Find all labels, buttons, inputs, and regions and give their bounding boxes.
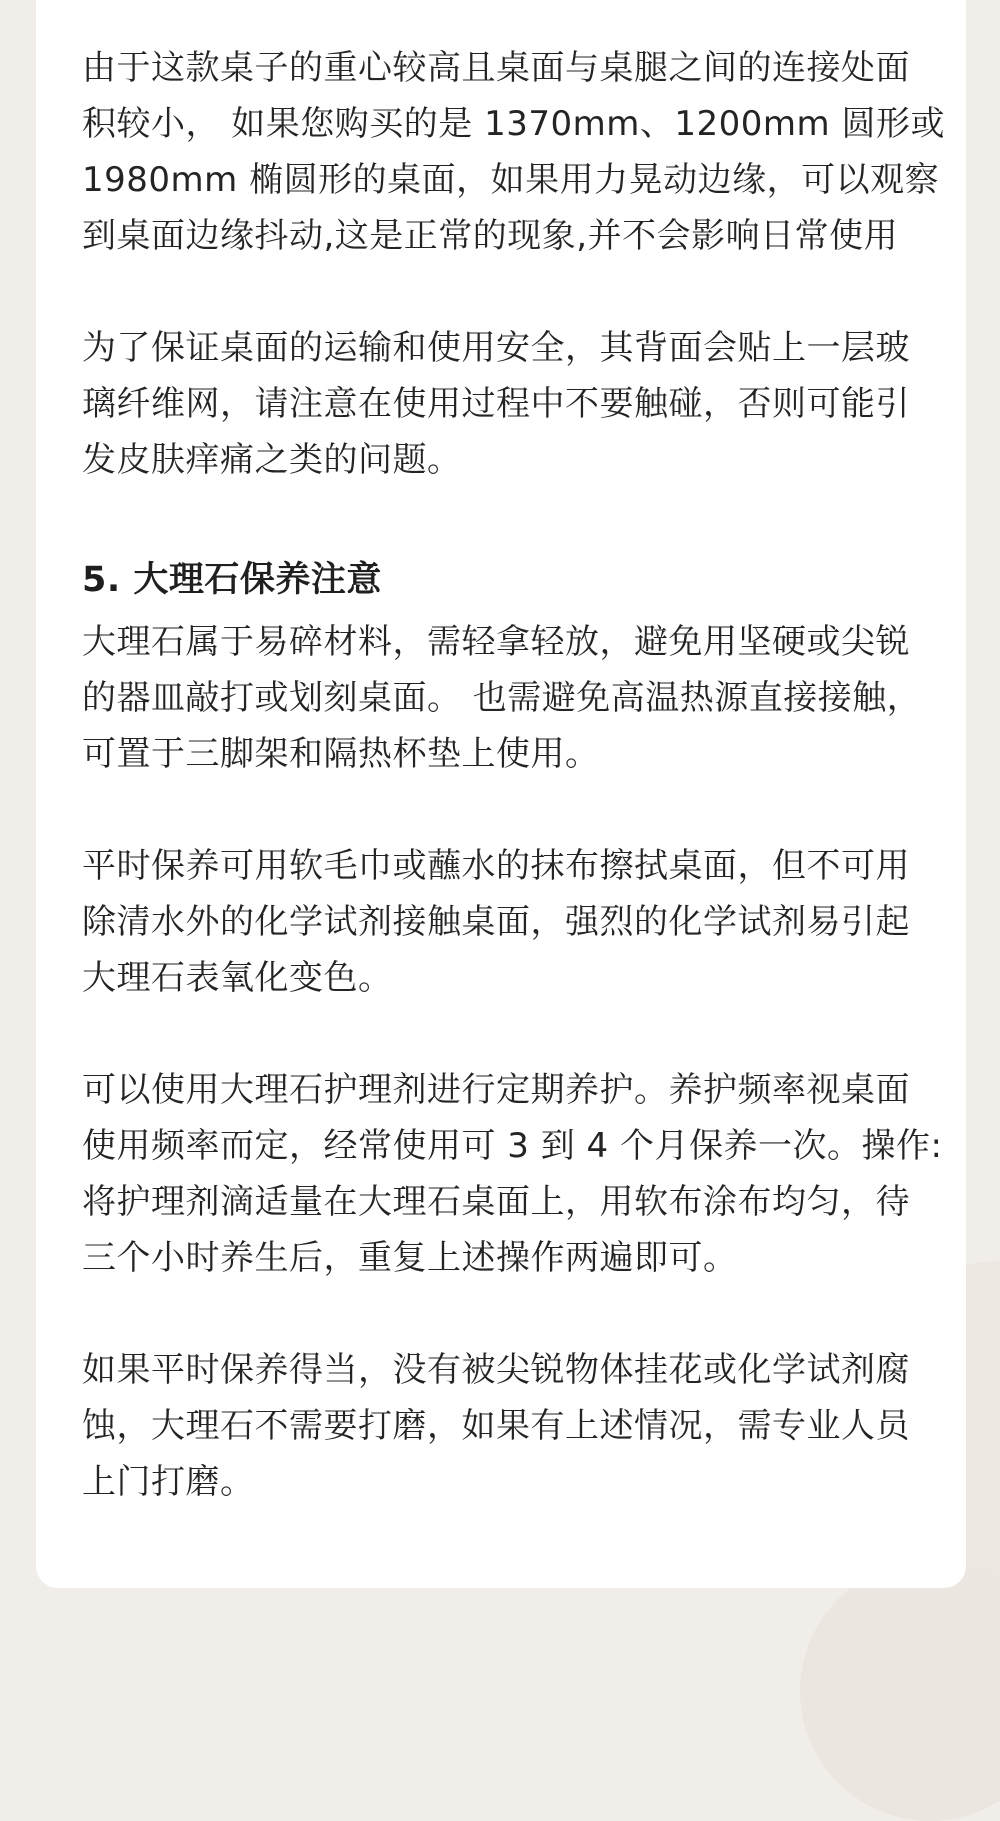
paragraph-polishing [82, 1342, 962, 1510]
content-card [36, 0, 966, 1588]
text-line: 的器皿敲打或划刻桌面。 也需避免高温热源直接接触， [82, 678, 922, 718]
text-line: 为了保证桌面的运输和使用安全，其背面会贴上一层玻 [82, 328, 910, 368]
text-line: 将护理剂滴适量在大理石桌面上，用软布涂布均匀，待 [82, 1182, 910, 1222]
text-line: 平时保养可用软毛巾或蘸水的抹布擦拭桌面，但不可用 [82, 846, 910, 886]
paragraph-fiberglass-mesh [82, 320, 962, 488]
paragraph-fragile-material [82, 614, 962, 782]
text-line: 由于这款桌子的重心较高且桌面与桌腿之间的连接处面 [82, 48, 910, 88]
text-line: 大理石属于易碎材料，需轻拿轻放，避免用坚硬或尖锐 [82, 622, 910, 662]
section-title: 5. 大理石保养注意 [82, 560, 382, 600]
background-decoration [800, 1561, 1000, 1821]
text-line: 璃纤维网，请注意在使用过程中不要触碰，否则可能引 [82, 384, 910, 424]
text-line: 如果平时保养得当，没有被尖锐物体挂花或化学试剂腐 [82, 1350, 910, 1390]
text-line: 到桌面边缘抖动,这是正常的现象,并不会影响日常使用 [82, 216, 899, 256]
text-line: 1980mm 椭圆形的桌面，如果用力晃动边缘，可以观察 [82, 160, 940, 200]
text-line: 上门打磨。 [82, 1462, 255, 1502]
text-line: 可置于三脚架和隔热杯垫上使用。 [82, 734, 600, 774]
paragraph-maintenance-agent [82, 1062, 962, 1286]
text-line: 大理石表氧化变色。 [82, 958, 393, 998]
text-line: 蚀，大理石不需要打磨，如果有上述情况，需专业人员 [82, 1406, 910, 1446]
paragraph-daily-cleaning [82, 838, 962, 1006]
text-line: 发皮肤痒痛之类的问题。 [82, 440, 462, 480]
text-line: 使用频率而定，经常使用可 3 到 4 个月保养一次。操作: [82, 1126, 943, 1166]
paragraph-table-stability [82, 40, 962, 264]
text-line: 积较小， 如果您购买的是 1370mm、1200mm 圆形或 [82, 104, 945, 144]
text-line: 除清水外的化学试剂接触桌面，强烈的化学试剂易引起 [82, 902, 910, 942]
text-line: 三个小时养生后，重复上述操作两遍即可。 [82, 1238, 738, 1278]
text-line: 可以使用大理石护理剂进行定期养护。养护频率视桌面 [82, 1070, 910, 1110]
